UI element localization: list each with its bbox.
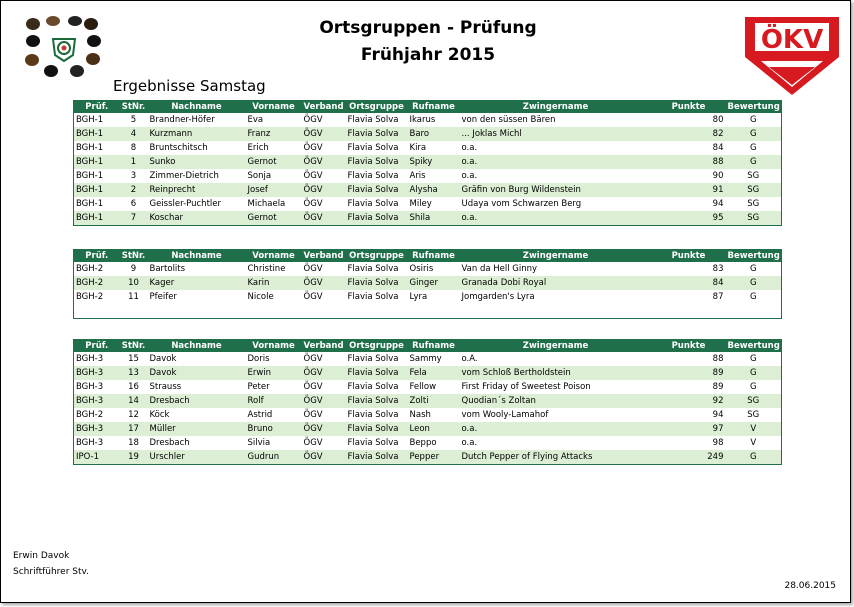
column-header: Verband — [303, 341, 344, 351]
column-header: Ortsgruppe — [346, 250, 408, 263]
table-cell: ÖGV — [303, 354, 323, 364]
table-cell: 12 — [128, 410, 139, 420]
table-cell: Christine — [247, 264, 286, 274]
table-cell: o.a. — [460, 211, 652, 226]
table-cell: 82 — [652, 127, 726, 141]
table-cell: BGH-1 — [74, 183, 120, 197]
table-cell: von den süssen Bären — [461, 115, 556, 125]
table-cell: G — [749, 292, 757, 302]
table-cell: Quodian´s Zoltan — [460, 394, 652, 408]
table-cell: 89 — [652, 366, 726, 380]
column-header: Zwingername — [460, 250, 652, 263]
table-cell: 92 — [652, 394, 726, 408]
table-cell: SG — [726, 183, 782, 197]
table-cell: 10 — [120, 276, 148, 290]
table-cell: Köck — [149, 410, 170, 420]
column-header: Zwingername — [460, 101, 652, 114]
table-cell: 97 — [652, 422, 726, 436]
table-cell: o.a. — [460, 155, 652, 169]
table-cell: Rolf — [246, 394, 302, 408]
table-cell: Flavia Solva — [346, 183, 408, 197]
column-header: Rufname — [408, 340, 460, 353]
table-row — [74, 380, 782, 394]
table-cell: 95 — [652, 211, 726, 226]
table-cell: Flavia Solva — [347, 199, 399, 209]
table-cell: Flavia Solva — [347, 382, 399, 392]
table-cell: BGH-2 — [74, 276, 120, 290]
table-cell: Flavia Solva — [346, 422, 408, 436]
footer-name: Erwin Davok — [13, 551, 70, 561]
column-header: Punkte — [652, 340, 726, 353]
table-row — [74, 211, 782, 226]
table-cell: Sunko — [148, 155, 246, 169]
table-cell: SG — [747, 199, 760, 209]
table-cell: Flavia Solva — [346, 450, 408, 465]
table-cell: BGH-3 — [76, 354, 104, 364]
table-cell: G — [749, 354, 757, 364]
table-cell: Urschler — [148, 450, 246, 465]
table-cell: V — [750, 438, 757, 448]
table-cell: Brandner-Höfer — [149, 115, 215, 125]
table-cell: Flavia Solva — [347, 171, 399, 181]
table-cell: G — [749, 264, 757, 274]
footer-date: 28.06.2015 — [784, 581, 836, 591]
table-cell: ÖGV — [302, 155, 346, 169]
table-cell: ÖGV — [302, 276, 346, 290]
table-cell: BGH-1 — [76, 199, 104, 209]
table-cell: 249 — [652, 450, 726, 465]
table-cell: Nash — [409, 410, 431, 420]
table-cell: Flavia Solva — [347, 115, 399, 125]
table-cell: Flavia Solva — [347, 292, 399, 302]
table-cell: Lyra — [409, 292, 428, 302]
results-table-2 — [73, 249, 782, 319]
table-cell: G — [749, 382, 757, 392]
table-cell: ÖGV — [302, 394, 346, 408]
table-cell: 91 — [652, 183, 726, 197]
table-cell: Flavia Solva — [346, 211, 408, 226]
table-cell: o.a. — [461, 171, 478, 181]
table-row — [74, 169, 782, 183]
column-header: Vorname — [246, 340, 302, 353]
results-table-3 — [73, 339, 782, 465]
table-row — [74, 436, 782, 450]
table-cell: Bruno — [246, 422, 302, 436]
table-cell: BGH-2 — [76, 292, 104, 302]
table-cell: BGH-1 — [74, 211, 120, 226]
table-cell: G — [749, 115, 757, 125]
okv-logo-text: ÖKV — [760, 25, 824, 55]
table-cell: G — [726, 276, 782, 290]
footer-role: Schriftführer Stv. — [13, 567, 90, 577]
column-header: Bewertung — [727, 102, 780, 112]
table-cell: Beppo — [409, 438, 437, 448]
table-cell: ÖGV — [302, 183, 346, 197]
table-cell: Flavia Solva — [346, 366, 408, 380]
table-cell: ÖGV — [302, 127, 346, 141]
table-cell: Alysha — [408, 183, 460, 197]
column-header: Prüf. — [74, 340, 120, 353]
column-header: Punkte — [652, 250, 726, 263]
table-cell: ... Joklas Michl — [460, 127, 652, 141]
table-cell: 80 — [712, 115, 724, 125]
column-header: Ortsgruppe — [346, 101, 408, 114]
column-header: Zwingername — [460, 340, 652, 353]
table-cell: Nicole — [247, 292, 274, 302]
table-cell: 14 — [120, 394, 148, 408]
table-cell: Davok — [148, 366, 246, 380]
table-cell: Ginger — [408, 276, 460, 290]
table-cell: ÖGV — [303, 143, 323, 153]
blank-cell — [74, 304, 782, 319]
table-cell: Peter — [247, 382, 270, 392]
table-cell: o.a. — [461, 143, 478, 153]
table-header-row — [74, 340, 782, 353]
table-cell: BGH-3 — [76, 438, 104, 448]
table-cell: Zimmer-Dietrich — [149, 171, 219, 181]
table-row — [74, 197, 782, 211]
table-cell: 15 — [128, 354, 139, 364]
table-cell: Kurzmann — [148, 127, 246, 141]
column-header: Rufname — [408, 250, 460, 263]
table-cell: Dresbach — [148, 394, 246, 408]
table-cell: Gernot — [246, 155, 302, 169]
table-row — [74, 290, 782, 304]
table-cell: BGH-1 — [74, 127, 120, 141]
table-cell: 84 — [712, 143, 724, 153]
table-cell: 8 — [130, 143, 137, 153]
table-cell: 9 — [130, 264, 137, 274]
column-header: StNr. — [120, 340, 148, 353]
table-cell: Flavia Solva — [346, 127, 408, 141]
table-cell: 94 — [712, 410, 724, 420]
table-cell: Flavia Solva — [347, 264, 399, 274]
column-header: Verband — [303, 251, 344, 261]
table-cell: 84 — [652, 276, 726, 290]
table-cell: Flavia Solva — [347, 410, 399, 420]
table-cell: Koschar — [148, 211, 246, 226]
table-cell: Sammy — [409, 354, 442, 364]
column-header: Ortsgruppe — [346, 340, 408, 353]
table-cell: First Friday of Sweetest Poison — [461, 382, 591, 392]
table-cell: o.a. — [461, 438, 478, 448]
table-cell: 1 — [120, 155, 148, 169]
table-cell: Müller — [148, 422, 246, 436]
table-cell: Strauss — [149, 382, 182, 392]
table-cell: Miley — [409, 199, 432, 209]
table-cell: Flavia Solva — [346, 394, 408, 408]
table-cell: Doris — [247, 354, 270, 364]
table-cell: vom Wooly-Lamahof — [461, 410, 549, 420]
table-cell: IPO-1 — [74, 450, 120, 465]
table-cell: Bruntschitsch — [149, 143, 208, 153]
table-cell: BGH-3 — [74, 366, 120, 380]
table-cell: Silvia — [247, 438, 271, 448]
table-cell: BGH-1 — [76, 143, 104, 153]
table-row — [74, 408, 782, 422]
table-cell: G — [749, 143, 757, 153]
column-header: Verband — [303, 102, 344, 112]
table-cell: ÖGV — [303, 199, 323, 209]
table-cell: Osiris — [409, 264, 434, 274]
table-cell: 16 — [128, 382, 139, 392]
table-row — [74, 141, 782, 155]
table-cell: ÖGV — [302, 211, 346, 226]
table-cell: Gräfin von Burg Wildenstein — [460, 183, 652, 197]
table-cell: G — [726, 366, 782, 380]
table-cell: 87 — [712, 292, 724, 302]
table-row — [74, 394, 782, 408]
table-cell: Pfeifer — [149, 292, 177, 302]
table-cell: Gudrun — [246, 450, 302, 465]
table-cell: BGH-1 — [76, 115, 104, 125]
table-cell: ÖGV — [303, 382, 323, 392]
table-cell: Zolti — [408, 394, 460, 408]
table-row — [74, 183, 782, 197]
table-cell: Dresbach — [149, 438, 190, 448]
table-cell: 17 — [120, 422, 148, 436]
table-row — [74, 450, 782, 465]
table-cell: Geissler-Puchtler — [149, 199, 221, 209]
results-table-1 — [73, 100, 782, 226]
table-cell: vom Schloß Bertholdstein — [460, 366, 652, 380]
column-header: StNr. — [120, 101, 148, 114]
column-header: Bewertung — [727, 341, 780, 351]
table-cell: Granada Dobi Royal — [460, 276, 652, 290]
column-header: Nachname — [148, 250, 246, 263]
table-cell: Karin — [246, 276, 302, 290]
table-cell: 2 — [120, 183, 148, 197]
table-cell: Jomgarden's Lyra — [461, 292, 535, 302]
table-cell: Fela — [408, 366, 460, 380]
table-cell: Bartolits — [149, 264, 186, 274]
table-cell: V — [726, 422, 782, 436]
table-cell: SG — [726, 211, 782, 226]
table-cell: Davok — [149, 354, 177, 364]
table-cell: Ikarus — [409, 115, 436, 125]
table-cell: Fellow — [409, 382, 437, 392]
table-cell: Michaela — [247, 199, 286, 209]
table-cell: 5 — [130, 115, 137, 125]
table-cell: Van da Hell Ginny — [461, 264, 538, 274]
document-title: Ortsgruppen - Prüfung — [319, 18, 537, 38]
column-header: Prüf. — [74, 101, 120, 114]
table-row — [74, 262, 782, 276]
table-cell: 90 — [712, 171, 724, 181]
table-cell: Franz — [246, 127, 302, 141]
table-cell: Pepper — [408, 450, 460, 465]
table-cell: ÖGV — [303, 115, 323, 125]
column-header: Nachname — [148, 340, 246, 353]
table-cell: BGH-2 — [76, 264, 104, 274]
column-header: Rufname — [408, 101, 460, 114]
table-cell: 4 — [120, 127, 148, 141]
table-cell: SG — [726, 394, 782, 408]
table-cell: 88 — [652, 155, 726, 169]
column-header: Bewertung — [727, 251, 780, 261]
table-cell: ÖGV — [303, 438, 323, 448]
table-cell: Flavia Solva — [346, 155, 408, 169]
document-subtitle: Frühjahr 2015 — [360, 45, 496, 65]
table-cell: BGH-3 — [74, 394, 120, 408]
table-row — [74, 276, 782, 290]
table-row — [74, 155, 782, 169]
table-cell: Spiky — [408, 155, 460, 169]
table-header-row — [74, 250, 782, 263]
table-cell: Flavia Solva — [347, 143, 399, 153]
table-cell: Eva — [247, 115, 264, 125]
table-header-row — [74, 101, 782, 114]
table-cell: ÖGV — [303, 264, 323, 274]
table-cell: 83 — [712, 264, 724, 274]
table-cell: SG — [747, 410, 760, 420]
table-cell: Sonja — [247, 171, 272, 181]
table-cell: Flavia Solva — [346, 276, 408, 290]
table-cell: Aris — [409, 171, 426, 181]
table-cell: ÖGV — [303, 171, 323, 181]
okv-shield-logo-icon — [743, 15, 841, 97]
column-header: Prüf. — [74, 250, 120, 263]
column-header: StNr. — [120, 250, 148, 263]
table-cell: Kira — [409, 143, 427, 153]
table-cell: BGH-3 — [76, 382, 104, 392]
column-header: Vorname — [246, 250, 302, 263]
table-cell: SG — [747, 171, 760, 181]
table-cell: Shila — [408, 211, 460, 226]
table-cell: Erich — [247, 143, 269, 153]
column-header: Vorname — [246, 101, 302, 114]
table-cell: 18 — [128, 438, 139, 448]
table-cell: BGH-3 — [74, 422, 120, 436]
table-cell: 89 — [712, 382, 724, 392]
table-row — [74, 127, 782, 141]
column-header: Nachname — [148, 101, 246, 114]
table-cell: ÖGV — [302, 422, 346, 436]
table-cell: BGH-2 — [76, 410, 104, 420]
table-cell: Erwin — [246, 366, 302, 380]
table-cell: G — [726, 155, 782, 169]
table-cell: Josef — [246, 183, 302, 197]
table-cell: o.a. — [460, 422, 652, 436]
table-cell: Reinprecht — [148, 183, 246, 197]
table-cell: 11 — [128, 292, 139, 302]
table-cell: 13 — [120, 366, 148, 380]
table-cell: G — [726, 450, 782, 465]
table-cell: ÖGV — [302, 366, 346, 380]
table-cell: G — [726, 127, 782, 141]
table-cell: 88 — [712, 354, 724, 364]
table-cell: Kager — [148, 276, 246, 290]
table-row — [74, 352, 782, 366]
table-row — [74, 113, 782, 127]
table-cell: Flavia Solva — [347, 354, 399, 364]
table-cell: 3 — [130, 171, 137, 181]
blank-row — [74, 304, 782, 319]
table-cell: ÖGV — [303, 410, 323, 420]
table-cell: Astrid — [247, 410, 273, 420]
table-cell: Baro — [408, 127, 460, 141]
table-cell: ÖGV — [303, 292, 323, 302]
column-header: Punkte — [652, 101, 726, 114]
table-cell: 94 — [712, 199, 724, 209]
table-cell: BGH-1 — [76, 171, 104, 181]
table-cell: Udaya vom Schwarzen Berg — [461, 199, 582, 209]
table-cell: ÖGV — [302, 450, 346, 465]
table-cell: BGH-1 — [74, 155, 120, 169]
table-cell: Flavia Solva — [347, 438, 399, 448]
table-cell: 6 — [130, 199, 137, 209]
section-title: Ergebnisse Samstag — [113, 77, 266, 95]
table-cell: 7 — [120, 211, 148, 226]
table-row — [74, 366, 782, 380]
table-cell: 19 — [120, 450, 148, 465]
table-cell: Leon — [408, 422, 460, 436]
table-row — [74, 422, 782, 436]
table-cell: 98 — [712, 438, 724, 448]
table-cell: Gernot — [246, 211, 302, 226]
table-cell: o.A. — [461, 354, 478, 364]
table-cell: Dutch Pepper of Flying Attacks — [460, 450, 652, 465]
